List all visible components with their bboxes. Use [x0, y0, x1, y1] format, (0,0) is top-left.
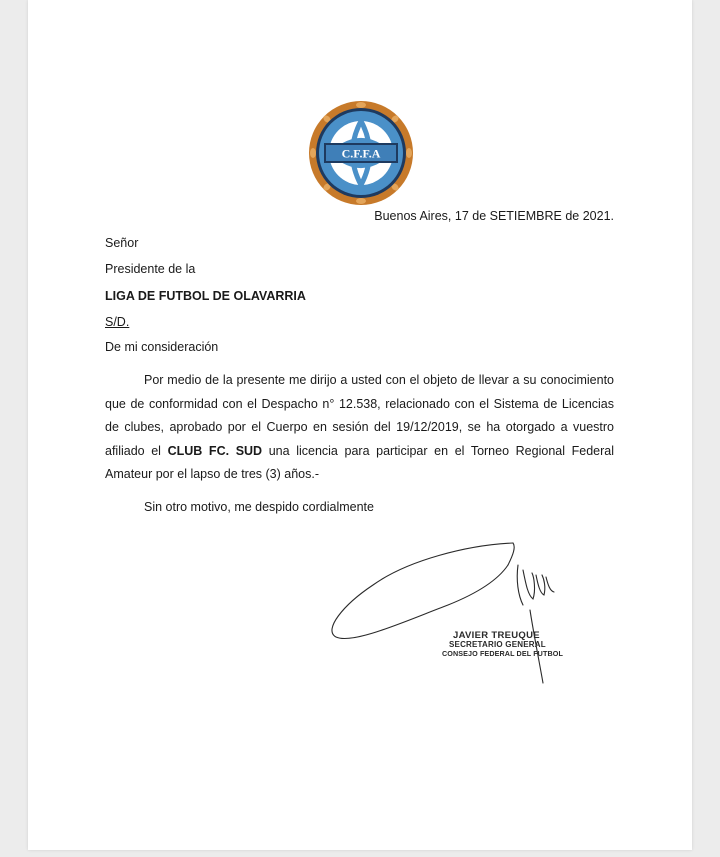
- letter-body: [105, 369, 614, 487]
- club-name: CLUB FC. SUD: [167, 443, 263, 458]
- logo-initials: C.F.F.A: [341, 146, 381, 161]
- salutation-line-2: Presidente de la: [105, 262, 196, 276]
- signatory-name: JAVIER TREUQUE: [453, 630, 540, 641]
- closing-line: Sin otro motivo, me despido cordialmente: [144, 500, 374, 514]
- body-text-2: una licencia para participar en el Torneo Regional Federal Amateur por el lapso de tres (3) años.-: [105, 443, 615, 481]
- sd-abbrev: S/D.: [105, 315, 130, 329]
- salutation-line-1: Señor: [105, 236, 139, 250]
- signatory-role: SECRETARIO GENERAL: [449, 640, 546, 649]
- handwritten-signature: [318, 535, 558, 685]
- greeting: De mi consideración: [105, 340, 219, 354]
- body-text-1: Por medio de la presente me dirijo a usted con el objeto de llevar a su conocimiento que de conformidad con el Despacho n° 12.538, relacionado con el Sistema de Licencias de clubes, aprobado por el Cuerpo en sesión del 19/12/2019, se ha otorgado a vuestro afiliado el: [105, 373, 614, 458]
- letter-date: Buenos Aires, 17 de SETIEMBRE de 2021.: [374, 209, 614, 223]
- signatory-organization: CONSEJO FEDERAL DEL FUTBOL: [442, 649, 563, 658]
- letter-page: [28, 0, 692, 850]
- cffa-logo: [306, 98, 416, 208]
- recipient-name: LIGA DE FUTBOL DE OLAVARRIA: [105, 289, 306, 303]
